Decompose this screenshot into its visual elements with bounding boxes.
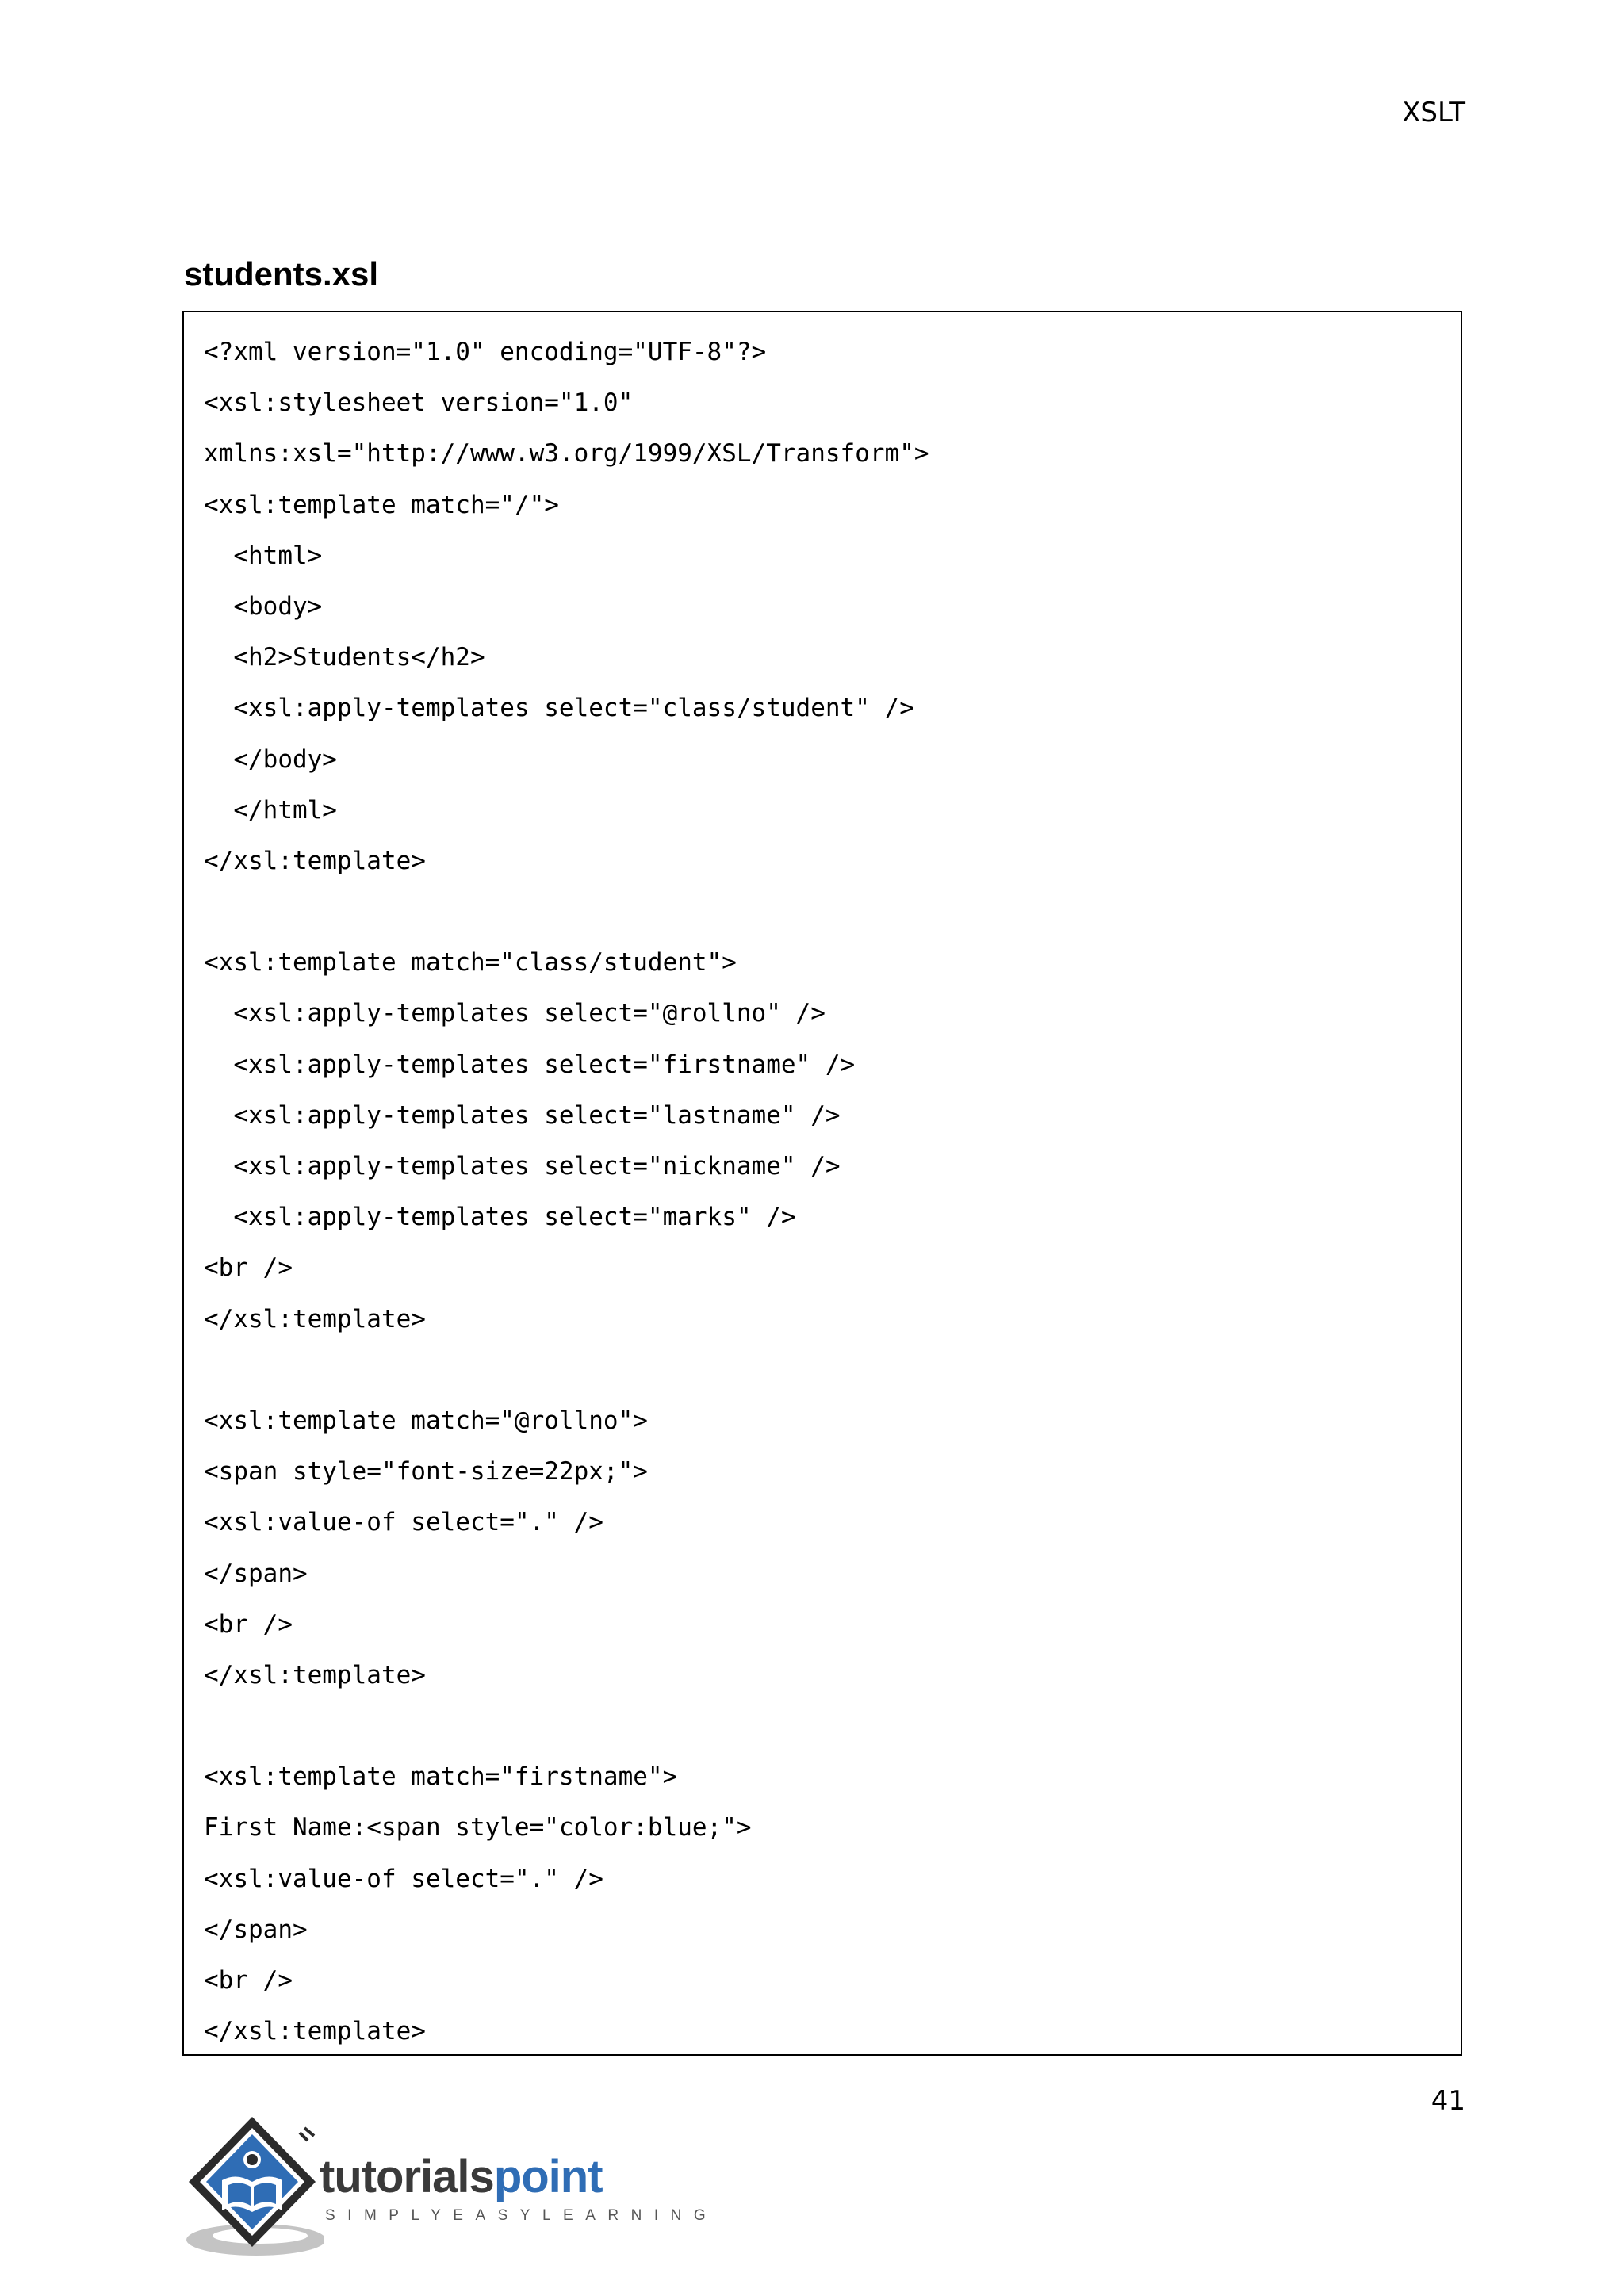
code-line: </body>: [204, 744, 337, 774]
code-line: </html>: [204, 795, 337, 825]
code-line: [204, 1345, 1461, 1395]
page-number: 41: [1431, 2085, 1465, 2117]
code-line: <xsl:template match="/">: [204, 490, 559, 519]
code-line: <xsl:apply-templates select="marks" />: [204, 1203, 796, 1232]
section-title: students.xsl: [184, 255, 379, 293]
logo-word-tutorials: tutorials: [320, 2151, 494, 2202]
code-line: </xsl:template>: [204, 1660, 426, 1689]
code-line: [204, 886, 1461, 937]
tutorialspoint-logo: [181, 2109, 718, 2267]
code-line: <br />: [204, 1966, 293, 1995]
code-line: <xsl:template match="@rollno">: [204, 1406, 648, 1435]
code-block: [182, 311, 1462, 2056]
code-line: </xsl:template>: [204, 2017, 426, 2046]
code-line: First Name:<span style="color:blue;">: [204, 1813, 752, 1843]
code-line: <xsl:apply-templates select="nickname" />: [204, 1152, 841, 1181]
code-line: <xsl:stylesheet version="1.0": [204, 388, 634, 418]
code-line: <br />: [204, 1253, 293, 1283]
code-line: <span style="font-size=22px;">: [204, 1457, 648, 1487]
code-line: <html>: [204, 541, 323, 570]
code-line: xmlns:xsl="http://www.w3.org/1999/XSL/Transform">: [204, 439, 929, 469]
code-line: <body>: [204, 591, 323, 621]
code-line: <h2>Students</h2>: [204, 643, 485, 672]
code-line: <xsl:template match="class/student">: [204, 948, 737, 978]
code-line: <xsl:apply-templates select="@rollno" />: [204, 999, 825, 1028]
code-line: </xsl:template>: [204, 846, 426, 875]
code-line: <xsl:template match="firstname">: [204, 1762, 678, 1792]
code-line: <xsl:apply-templates select="lastname" />: [204, 1100, 841, 1130]
logo-tagline: SIMPLYEASYLEARNING: [325, 2207, 718, 2224]
code-line: <xsl:value-of select="." />: [204, 1864, 603, 1893]
logo-word-point: point: [493, 2151, 603, 2202]
code-line: <xsl:apply-templates select="class/student" />: [204, 694, 914, 723]
tutorialspoint-logo-icon: [181, 2109, 324, 2267]
code-line: <xsl:value-of select="." />: [204, 1508, 603, 1537]
code-line: </xsl:template>: [204, 1304, 426, 1334]
code-line: </span>: [204, 1915, 308, 1944]
logo-wordmark: [320, 2152, 603, 2202]
running-header: XSLT: [1402, 97, 1465, 128]
code-line: </span>: [204, 1559, 308, 1588]
code-line: <xsl:apply-templates select="firstname" />: [204, 1050, 856, 1079]
code-line: <br />: [204, 1609, 293, 1639]
code-line: <?xml version="1.0" encoding="UTF-8"?>: [204, 338, 767, 366]
code-line: [204, 1701, 1461, 1751]
